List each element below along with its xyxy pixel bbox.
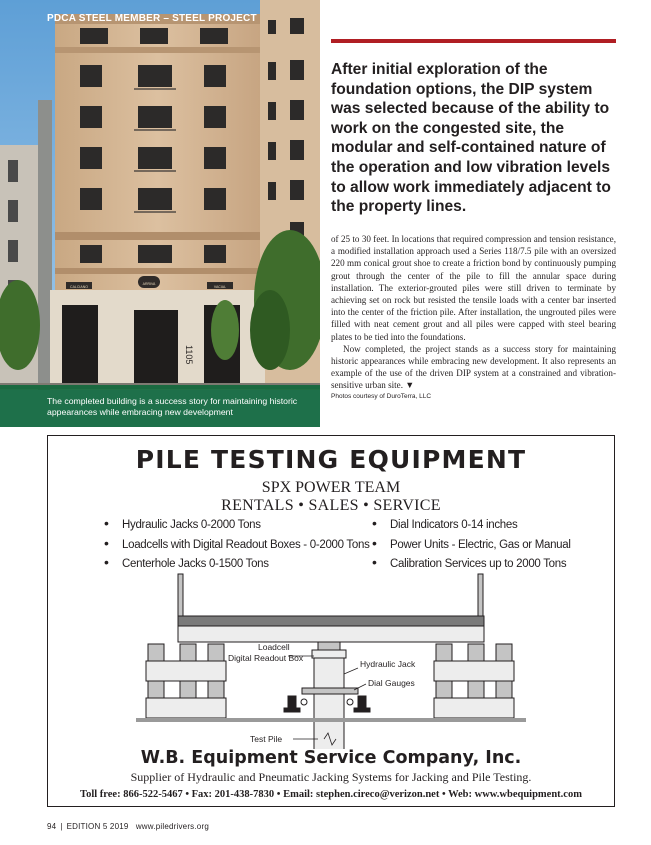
page-number: 94 [47,822,57,831]
accent-rule [331,39,616,43]
feature-item: • Calibration Services up to 2000 Tons [372,553,571,573]
sign-left: CALCIANO [70,285,88,289]
section-tag: PDCA STEEL MEMBER – STEEL PROJECT [47,13,257,24]
ad-supplier-line: Supplier of Hydraulic and Pneumatic Jacking Systems for Jacking and Pile Testing. [130,770,532,784]
ad-title: PILE TESTING EQUIPMENT [135,445,527,474]
pull-quote: After initial exploration of the foundation options, the DIP system was selected because of the ability to work on the congested site, the modular and self-contained nature of the operation and low vibration levels to allow work immediately adjacent to the property lines. [331,61,611,216]
label-dial-gauges: Dial Gauges [368,678,415,688]
address-number: 1105 [184,345,194,365]
feature-item: • Dial Indicators 0-14 inches [372,514,571,534]
article-body [331,233,616,401]
feature-item: • Loadcells with Digital Readout Boxes - 0-2000 Tons [104,534,370,554]
photo-caption: The completed building is a success story for maintaining historic appearances while embracing new development [0,385,320,427]
advertisement [47,435,615,807]
feature-item: • Hydraulic Jacks 0-2000 Tons [104,514,370,534]
photo-credit: Photos courtesy of DuroTerra, LLC [331,392,432,400]
feature-item: • Power Units - Electric, Gas or Manual [372,534,571,554]
building-photo-illustration [0,0,320,427]
body-paragraph-2-text: Now completed, the project stands as a success story for maintaining historic appearances while embracing new development. It also represents an example of the use of the driven DIP system at a constrained and vibration-sensitive urban site. [331,343,616,391]
label-loadcell: Loadcell [258,642,290,652]
ad-contact-line: Toll free: 866-522-5467 • Fax: 201-438-7830 • Email: stephen.cireco@verizon.net • Web: www.wbequipment.com [80,789,582,800]
page-footer [47,822,209,831]
label-readout-box: Digital Readout Box [228,653,304,663]
sign-center: ARRIVA [142,282,156,286]
website-link[interactable]: www.piledrivers.org [135,822,209,831]
label-hydraulic-jack: Hydraulic Jack [360,659,416,669]
ad-subtitle-brand: SPX POWER TEAM [261,479,401,496]
pile-test-diagram [48,564,614,749]
ad-subtitle-services: RENTALS • SALES • SERVICE [221,497,441,514]
edition-label: EDITION 5 2019 [66,822,129,831]
sign-right: VACIAL [213,285,227,289]
label-test-pile: Test Pile [250,734,283,744]
footer-separator: | [60,822,63,831]
ad-company-name: W.B. Equipment Service Company, Inc. [140,748,522,768]
building-photo [0,0,320,427]
body-paragraph-1: of 25 to 30 feet. In locations that required compression and tension resistance, a modified installation approach used a Series 118/7.5 pile with an oversized 220 mm conical grout shoe to create a friction bond by continuously pumping grout through the center of the pile to fill the annular space during installation. The exterior-grouted piles were still driven to terminate by achieving set on rock but resisted the tensile loads with a center bar inserted into the center of the friction pile. After installation, the ungrouted piles were filled with neat cement grout and all piles were capped with steel bearing plates to be tied into the foundations. [331,234,616,342]
body-paragraph-2 [331,343,616,392]
feature-item: • Centerhole Jacks 0-1500 Tons [104,553,370,573]
end-mark-icon: ▼ [405,380,415,391]
